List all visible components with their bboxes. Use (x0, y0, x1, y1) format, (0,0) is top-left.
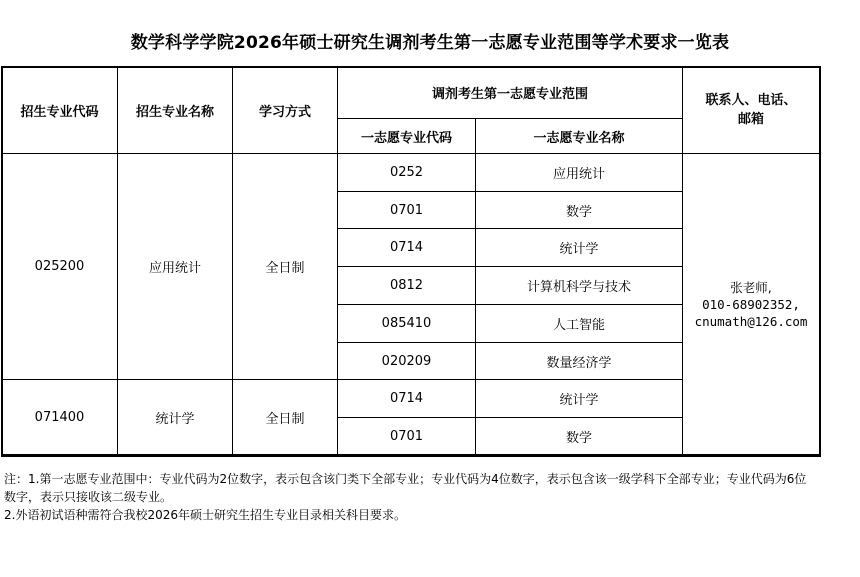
major-name-cell: 统计学 (118, 380, 233, 455)
table-row (2, 154, 820, 192)
major-code-cell: 025200 (2, 154, 118, 380)
header-first-choice-name: 一志愿专业名称 (476, 119, 683, 154)
header-first-choice-code: 一志愿专业代码 (338, 119, 476, 154)
first-choice-code-cell: 0701 (338, 192, 476, 229)
first-choice-code-cell: 085410 (338, 305, 476, 343)
requirements-table (1, 66, 820, 455)
page-title: 数学科学学院2026年硕士研究生调剂考生第一志愿专业范围等学术要求一览表 (130, 33, 730, 53)
first-choice-name-cell: 人工智能 (476, 305, 683, 343)
major-name-cell: 应用统计 (118, 154, 233, 380)
study-mode-cell: 全日制 (233, 154, 338, 380)
footnote-1: 注：1.第一志愿专业范围中：专业代码为2位数字，表示包含该门类下全部专业；专业代码为4位数字，表示包含该一级学科下全部专业；专业代码为6位数字，表示只接收该二级专业。 (4, 472, 807, 504)
contact-phone: 010-68902352, (702, 296, 800, 312)
first-choice-name-cell: 应用统计 (476, 154, 683, 192)
header-study-mode: 学习方式 (233, 67, 338, 154)
study-mode-cell: 全日制 (233, 380, 338, 455)
contact-cell (683, 154, 820, 455)
contact-email: cnumath@126.com (694, 313, 808, 329)
first-choice-code-cell: 0714 (338, 229, 476, 267)
first-choice-code-cell: 0252 (338, 154, 476, 192)
footnote-2: 2.外语初试语种需符合我校2026年硕士研究生招生专业目录相关科目要求。 (4, 508, 406, 522)
major-code-cell: 071400 (2, 380, 118, 455)
header-major-name: 招生专业名称 (118, 67, 233, 154)
first-choice-name-cell: 统计学 (476, 229, 683, 267)
first-choice-code-cell: 0812 (338, 267, 476, 305)
first-choice-name-cell: 数学 (476, 418, 683, 455)
first-choice-code-cell: 0714 (338, 380, 476, 418)
first-choice-name-cell: 统计学 (476, 380, 683, 418)
header-first-choice-range: 调剂考生第一志愿专业范围 (338, 67, 683, 119)
first-choice-name-cell: 数量经济学 (476, 343, 683, 380)
header-contact: 联系人、电话、邮箱 (683, 67, 820, 154)
header-major-code: 招生专业代码 (2, 67, 118, 154)
first-choice-name-cell: 计算机科学与技术 (476, 267, 683, 305)
header-row-1 (2, 67, 820, 119)
contact-name: 张老师, (730, 279, 772, 295)
footnotes (4, 470, 814, 524)
first-choice-name-cell: 数学 (476, 192, 683, 229)
first-choice-code-cell: 0701 (338, 418, 476, 455)
first-choice-code-cell: 020209 (338, 343, 476, 380)
